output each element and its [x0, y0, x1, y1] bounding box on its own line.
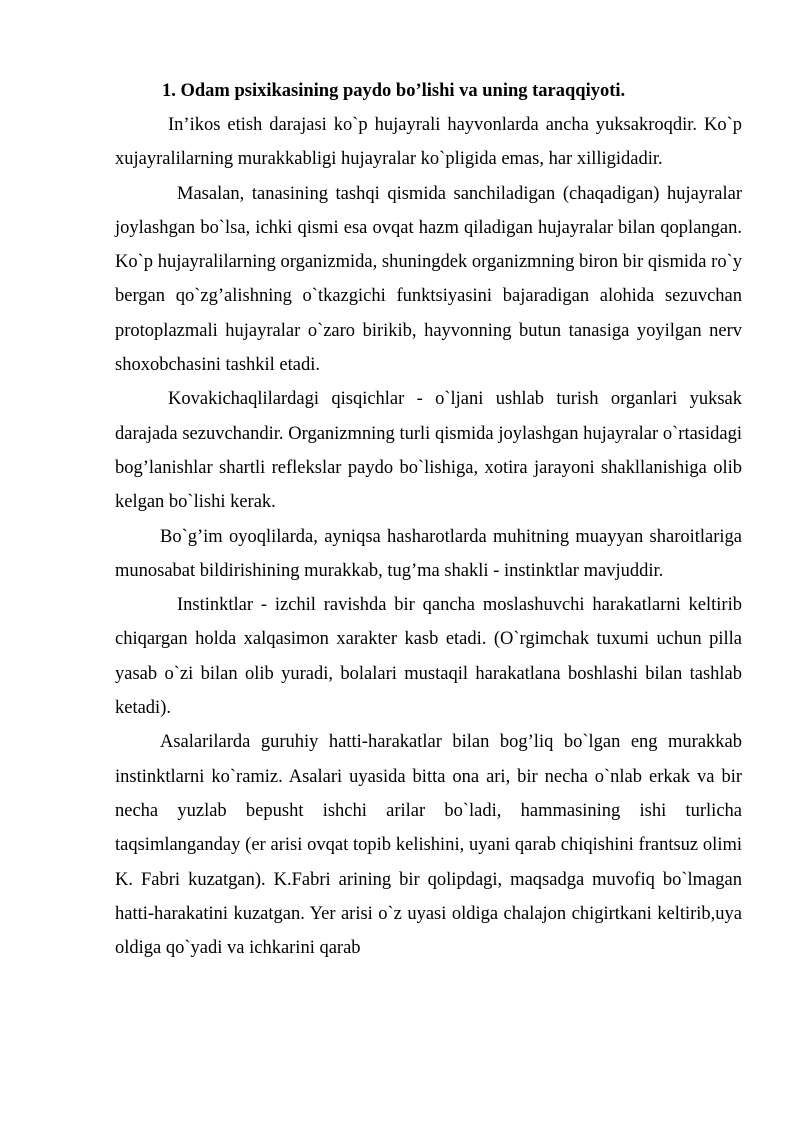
- paragraph-2: Masalan, tanasining tashqi qismida sanchiladigan (chaqadigan) hujayralar joylashgan bo`lsa, ichki qismi esa ovqat hazm qiladigan hujayralar bilan qoplangan. Ko`p hujayralilarning organizmida, shuningdek organizmning biron bir qismida ro`y bergan qo`zg’alishning o`tkazgichi funktsiyasini bajaradigan alohida sezuvchan protoplazmali hujayralar o`zaro birikib, hayvonning butun tanasiga yoyilgan nerv shoxobchasini tashkil etadi.: [115, 183, 742, 376]
- document-page: [115, 74, 742, 965]
- paragraph-3: Kovakichaqlilardagi qisqichlar - o`ljani ushlab turish organlari yuksak darajada sezuvchandir. Organizmning turli qismida joylashgan hujayralar o`rtasidagi bog’lanishlar shartli reflekslar paydo bo`lishiga, xotira jarayoni shakllanishiga olib kelgan bo`lishi kerak.: [115, 389, 742, 513]
- paragraph-4: Bo`g’im oyoqlilarda, ayniqsa hasharotlarda muhitning muayyan sharoitlariga munosabat bildirishining murakkab, tug’ma shakli - instinktlar mavjuddir.: [115, 526, 742, 581]
- paragraph-5: Instinktlar - izchil ravishda bir qancha moslashuvchi harakatlarni keltirib chiqargan holda xalqasimon xarakter kasb etadi. (O`rgimchak tuxumi uchun pilla yasab o`zi bilan olib yuradi, bolalari mustaqil harakatlana boshlashi bilan tashlab ketadi).: [115, 595, 742, 719]
- paragraph-1: In’ikos etish darajasi ko`p hujayrali hayvonlarda ancha yuksakroqdir. Ko`p xujayralilarning murakkabligi hujayralar ko`pligida emas, har xilligidadir.: [115, 115, 742, 170]
- section-heading: 1. Odam psixikasining paydo bo’lishi va uning taraqqiyoti.: [162, 81, 626, 101]
- paragraph-6: Asalarilarda guruhiy hatti-harakatlar bilan bog’liq bo`lgan eng murakkab instinktlarni ko`ramiz. Asalari uyasida bitta ona ari, bir necha o`nlab erkak va bir necha yuzlab bepusht ishchi arilar bo`ladi, hammasining ishi turlicha taqsimlanganday (er arisi ovqat topib kelishini, uyani qarab chiqishini frantsuz olimi K. Fabri kuzatgan). K.Fabri arining bir qolipdagi, maqsadga muvofiq bo`lmagan hatti-harakatini kuzatgan. Yer arisi o`z uyasi oldiga chalajon chigirtkani keltirib,uya oldiga qo`yadi va ichkarini qarab: [115, 732, 742, 959]
